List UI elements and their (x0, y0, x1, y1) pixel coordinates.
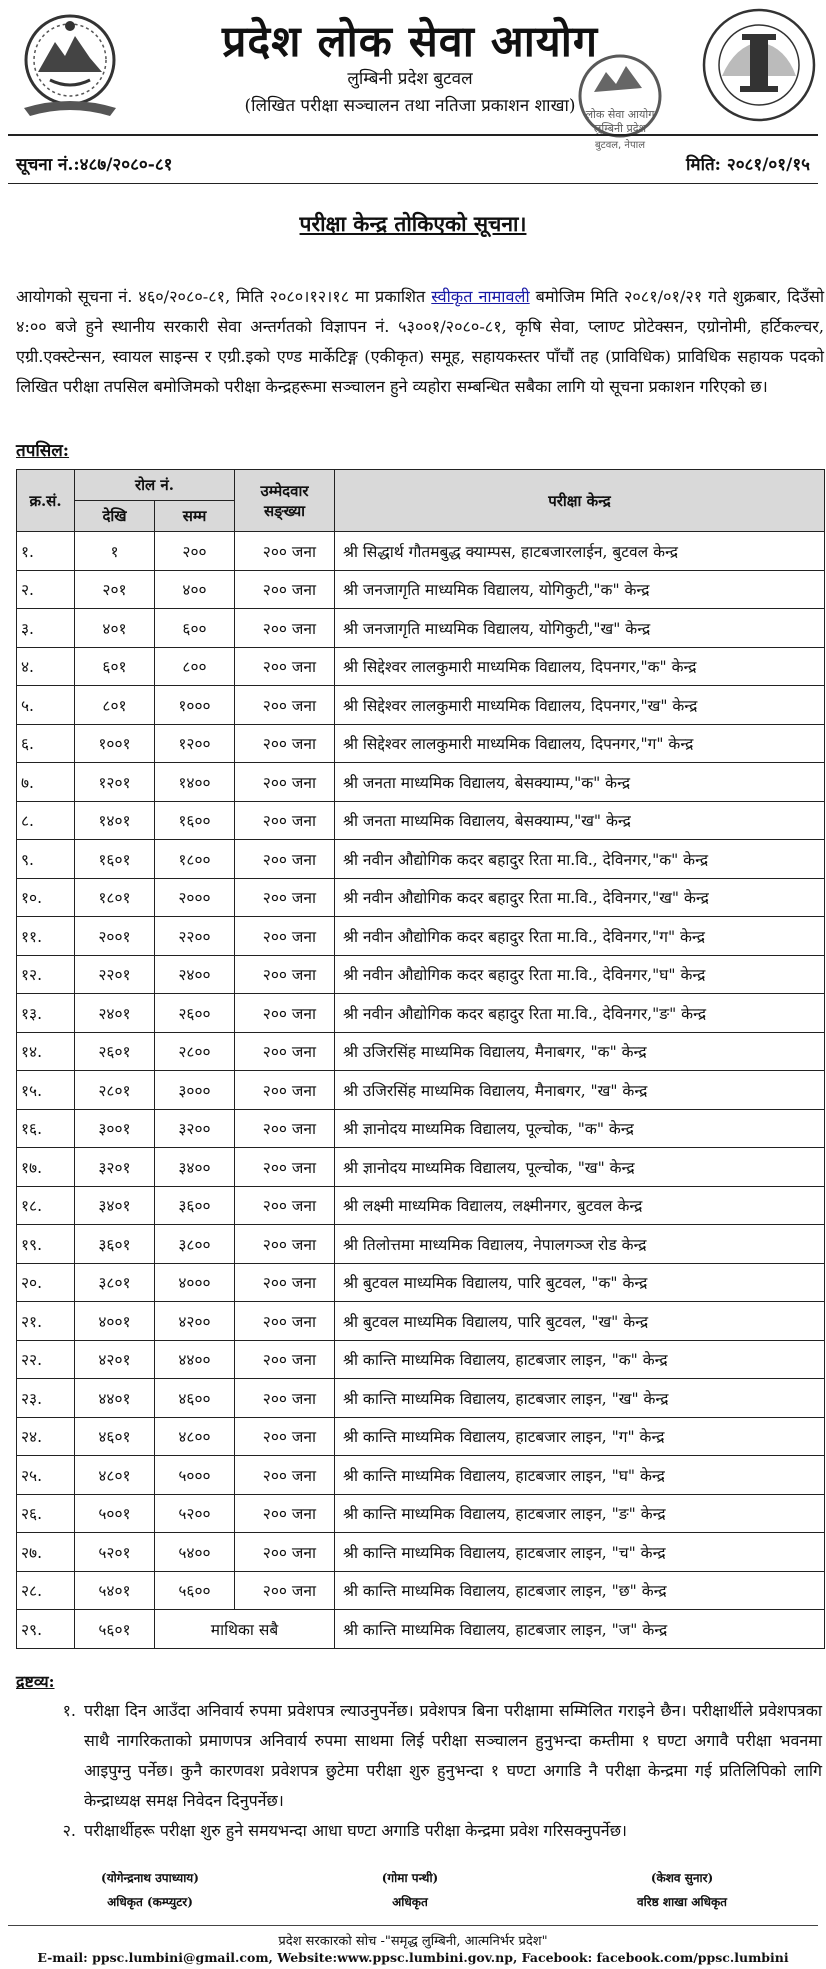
notice-number: सूचना नं.:४८७/२०८०-८१ (16, 155, 173, 175)
intro-text-1: आयोगको सूचना नं. ४६०/२०८०-८१, मिति २०८०।१२।१८ मा प्रकाशित (16, 287, 432, 306)
exam-center-cell: श्री उजिरसिंह माध्यमिक विद्यालय, मैनाबगर, "क" केन्द्र (335, 1032, 825, 1071)
roll-to-cell: २६०० (155, 994, 235, 1033)
exam-center-cell: श्री कान्ति माध्यमिक विद्यालय, हाटबजार लाइन, "घ" केन्द्र (335, 1456, 825, 1495)
roll-to-cell: ४२०० (155, 1302, 235, 1341)
serial-cell: ७. (17, 763, 75, 802)
exam-center-cell: श्री जनता माध्यमिक विद्यालय, बेसक्याम्प,"क" केन्द्र (335, 763, 825, 802)
candidate-count-cell: २०० जना (235, 1571, 335, 1610)
serial-cell: १०. (17, 878, 75, 917)
org-subtitle: लुम्बिनी प्रदेश बुटवल (347, 69, 473, 89)
roll-from-cell: ३४०१ (75, 1186, 155, 1225)
signatory-title: वरिष्ठ शाखा अधिकृत (636, 1895, 728, 1909)
col-header-center: परीक्षा केन्द्र (335, 470, 825, 532)
candidate-count-cell: २०० जना (235, 1417, 335, 1456)
table-row (17, 840, 825, 879)
table-row (17, 686, 825, 725)
roll-to-cell: ४६०० (155, 1379, 235, 1418)
notes-title: द्रष्टव्य: (16, 1672, 55, 1691)
seal-line-3: बुटवल, नेपाल (594, 140, 646, 151)
roll-to-cell: २००० (155, 878, 235, 917)
roll-to-cell: ५००० (155, 1456, 235, 1495)
roll-from-cell: ३६०१ (75, 1225, 155, 1264)
serial-cell: २४. (17, 1417, 75, 1456)
exam-center-cell: श्री कान्ति माध्यमिक विद्यालय, हाटबजार लाइन, "ज" केन्द्र (335, 1610, 825, 1649)
roll-from-cell: ४००१ (75, 1302, 155, 1341)
roll-from-cell: २२०१ (75, 955, 155, 994)
table-row (17, 1571, 825, 1610)
roll-from-cell: १००१ (75, 724, 155, 763)
roll-to-cell: ८०० (155, 647, 235, 686)
roll-to-cell: ४८०० (155, 1417, 235, 1456)
serial-cell: ६. (17, 724, 75, 763)
notice-divider (8, 183, 818, 184)
exam-center-cell: श्री कान्ति माध्यमिक विद्यालय, हाटबजार लाइन, "च" केन्द्र (335, 1533, 825, 1572)
serial-cell: १७. (17, 1148, 75, 1187)
exam-center-cell: श्री नवीन औद्योगिक कदर बहादुर रिता मा.वि., देविनगर,"ङ" केन्द्र (335, 994, 825, 1033)
roll-from-cell: १२०१ (75, 763, 155, 802)
table-row (17, 917, 825, 956)
roll-to-cell: १६०० (155, 801, 235, 840)
roll-from-cell: ४८०१ (75, 1456, 155, 1495)
table-row (17, 955, 825, 994)
exam-center-cell: श्री जनता माध्यमिक विद्यालय, बेसक्याम्प,"ख" केन्द्र (335, 801, 825, 840)
roll-from-cell: २८०१ (75, 1071, 155, 1110)
serial-cell: २५. (17, 1456, 75, 1495)
table-row (17, 1340, 825, 1379)
candidate-count-cell: २०० जना (235, 1302, 335, 1341)
roll-to-cell: ३६०० (155, 1186, 235, 1225)
table-row (17, 1302, 825, 1341)
serial-cell: २७. (17, 1533, 75, 1572)
exam-center-cell: श्री तिलोत्तमा माध्यमिक विद्यालय, नेपालगञ्ज रोड केन्द्र (335, 1225, 825, 1264)
serial-cell: २०. (17, 1263, 75, 1302)
serial-cell: १२. (17, 955, 75, 994)
serial-cell: ८. (17, 801, 75, 840)
candidate-count-cell: २०० जना (235, 1456, 335, 1495)
roll-to-cell: ५६०० (155, 1571, 235, 1610)
table-row (17, 1533, 825, 1572)
table-row (17, 1225, 825, 1264)
candidate-count-cell: २०० जना (235, 878, 335, 917)
serial-cell: ११. (17, 917, 75, 956)
candidate-count-cell: २०० जना (235, 532, 335, 571)
table-row (17, 570, 825, 609)
roll-to-cell: १४०० (155, 763, 235, 802)
roll-to-cell: ५२०० (155, 1494, 235, 1533)
table-row (17, 724, 825, 763)
table-row (17, 1494, 825, 1533)
footer-contact: E-mail: ppsc.lumbini@gmail.com, Website:www.ppsc.lumbini.gov.np, Facebook: facebook.com/ppsc.lumbini (37, 1950, 789, 1965)
roll-to-cell: २०० (155, 532, 235, 571)
serial-cell: १५. (17, 1071, 75, 1110)
candidate-count-cell: २०० जना (235, 1071, 335, 1110)
roll-to-cell: ४००० (155, 1263, 235, 1302)
footer-slogan: प्रदेश सरकारको सोच -"समृद्ध लुम्बिनी, आत्मनिर्भर प्रदेश" (278, 1934, 548, 1949)
serial-cell: २. (17, 570, 75, 609)
exam-center-cell: श्री जनजागृति माध्यमिक विद्यालय, योगिकुटी,"क" केन्द्र (335, 570, 825, 609)
exam-center-cell: श्री ज्ञानोदय माध्यमिक विद्यालय, पूल्चोक, "क" केन्द्र (335, 1109, 825, 1148)
roll-from-cell: ८०१ (75, 686, 155, 725)
note-text: परीक्षार्थीहरू परीक्षा शुरु हुने समयभन्दा आधा घण्टा अगाडि परीक्षा केन्द्रमा प्रवेश गरिसक्नुपर्नेछ। (84, 1821, 627, 1840)
candidate-count-cell: २०० जना (235, 1148, 335, 1187)
signature-block-1 (40, 1866, 260, 1914)
signatory-name: (योगेन्द्रनाथ उपाध्याय) (101, 1871, 199, 1885)
candidate-count-cell: २०० जना (235, 1109, 335, 1148)
intro-text-2: बमोजिम मिति २०८१/०१/२१ गते शुक्रबार, दिउँसो ४:०० बजे हुने स्थानीय सरकारी सेवा अन्तर्गतको विज्ञापन नं. ५३००१/२०८०-८१, कृषि सेवा, प्लाण्ट प्रोटेक्सन, एग्रोनोमी, हर्टिकल्चर, एग्री.एक्स्टेन्सन, स्वायल साइन्स र एग्री.इको एण्ड मार्केटिङ्ग (एकीकृत) समूह, सहायकस्तर पाँचौं तह (प्राविधिक) प्राविधिक सहायक पदको लिखित परीक्षा तपसिल बमोजिमको परीक्षा केन्द्रहरूमा सञ्चालन हुने व्यहोरा सम्बन्धित सबैका लागि यो सूचना प्रकाशन गरिएको छ। (16, 287, 825, 396)
table-row (17, 1032, 825, 1071)
roll-to-cell: ६०० (155, 609, 235, 648)
roll-from-cell: ६०१ (75, 647, 155, 686)
col-header-to: सम्म (155, 501, 235, 532)
col-header-from: देखि (75, 501, 155, 532)
candidate-count-cell: २०० जना (235, 1494, 335, 1533)
table-row (17, 1417, 825, 1456)
exam-center-cell: श्री बुटवल माध्यमिक विद्यालय, पारि बुटवल, "क" केन्द्र (335, 1263, 825, 1302)
roll-to-cell: १८०० (155, 840, 235, 879)
table-row (17, 994, 825, 1033)
roll-from-cell: १६०१ (75, 840, 155, 879)
schedule-label: तपसिल: (16, 441, 70, 461)
exam-center-cell: श्री कान्ति माध्यमिक विद्यालय, हाटबजार लाइन, "क" केन्द्र (335, 1340, 825, 1379)
roll-from-cell: १८०१ (75, 878, 155, 917)
roll-from-cell: ५२०१ (75, 1533, 155, 1572)
serial-cell: ५. (17, 686, 75, 725)
candidate-count-cell: २०० जना (235, 955, 335, 994)
table-row (17, 1186, 825, 1225)
candidate-count-cell: २०० जना (235, 570, 335, 609)
roll-from-cell: ४२०१ (75, 1340, 155, 1379)
serial-cell: २६. (17, 1494, 75, 1533)
serial-cell: २८. (17, 1571, 75, 1610)
exam-center-cell: श्री कान्ति माध्यमिक विद्यालय, हाटबजार लाइन, "ग" केन्द्र (335, 1417, 825, 1456)
table-row (17, 1071, 825, 1110)
note-item (36, 1696, 822, 1816)
candidate-count-cell: २०० जना (235, 917, 335, 956)
col-header-sn: क्र.सं. (17, 470, 75, 532)
candidate-count-cell: २०० जना (235, 724, 335, 763)
letterhead (0, 0, 826, 151)
table-row (17, 1148, 825, 1187)
roll-from-cell: १ (75, 532, 155, 571)
seal-line-2: लुम्बिनी प्रदेश (593, 122, 647, 135)
footer-divider (8, 1925, 818, 1926)
exam-center-cell: श्री लक्ष्मी माध्यमिक विद्यालय, लक्ष्मीनगर, बुटवल केन्द्र (335, 1186, 825, 1225)
roll-from-cell: २४०१ (75, 994, 155, 1033)
serial-cell: ९. (17, 840, 75, 879)
header-divider (8, 134, 818, 136)
exam-center-cell: श्री कान्ति माध्यमिक विद्यालय, हाटबजार लाइन, "ख" केन्द्र (335, 1379, 825, 1418)
org-branch: (लिखित परीक्षा सञ्चालन तथा नतिजा प्रकाशन शाखा) (244, 96, 576, 116)
serial-cell: १८. (17, 1186, 75, 1225)
candidate-count-cell: २०० जना (235, 1263, 335, 1302)
notes-list (36, 1696, 822, 1846)
exam-center-cell: श्री सिद्देश्वर लालकुमारी माध्यमिक विद्यालय, दिपनगर,"ग" केन्द्र (335, 724, 825, 763)
serial-cell: २१. (17, 1302, 75, 1341)
candidate-count-cell: २०० जना (235, 1225, 335, 1264)
org-title: प्रदेश लोक सेवा आयोग (221, 17, 599, 67)
roll-from-cell: ४४०१ (75, 1379, 155, 1418)
exam-center-cell: श्री नवीन औद्योगिक कदर बहादुर रिता मा.वि., देविनगर,"ख" केन्द्र (335, 878, 825, 917)
roll-to-cell: २२०० (155, 917, 235, 956)
roll-to-cell: २८०० (155, 1032, 235, 1071)
serial-cell: ३. (17, 609, 75, 648)
seal-line-1: लोक सेवा आयोग (585, 108, 655, 121)
col-header-roll: रोल नं. (75, 470, 235, 501)
exam-center-cell: श्री नवीन औद्योगिक कदर बहादुर रिता मा.वि., देविनगर,"क" केन्द्र (335, 840, 825, 879)
commission-logo-icon (700, 6, 818, 124)
table-row (17, 1456, 825, 1495)
exam-center-cell: श्री सिद्देश्वर लालकुमारी माध्यमिक विद्यालय, दिपनगर,"क" केन्द्र (335, 647, 825, 686)
table-row (17, 647, 825, 686)
serial-cell: २९. (17, 1610, 75, 1649)
candidate-count-cell: २०० जना (235, 763, 335, 802)
signature-block-3 (572, 1866, 792, 1914)
serial-cell: १९. (17, 1225, 75, 1264)
exam-center-cell: श्री नवीन औद्योगिक कदर बहादुर रिता मा.वि., देविनगर,"घ" केन्द्र (335, 955, 825, 994)
roll-to-cell: १००० (155, 686, 235, 725)
roll-from-cell: ४०१ (75, 609, 155, 648)
serial-cell: १. (17, 532, 75, 571)
serial-cell: १६. (17, 1109, 75, 1148)
roll-range-span-cell: माथिका सबै (155, 1610, 335, 1649)
exam-center-cell: श्री ज्ञानोदय माध्यमिक विद्यालय, पूल्चोक, "ख" केन्द्र (335, 1148, 825, 1187)
roll-to-cell: १२०० (155, 724, 235, 763)
serial-cell: १४. (17, 1032, 75, 1071)
roll-from-cell: ३२०१ (75, 1148, 155, 1187)
candidate-count-cell: २०० जना (235, 840, 335, 879)
candidate-count-cell: २०० जना (235, 609, 335, 648)
roll-to-cell: ३४०० (155, 1148, 235, 1187)
table-row (17, 1610, 825, 1649)
exam-center-cell: श्री सिद्देश्वर लालकुमारी माध्यमिक विद्यालय, दिपनगर,"ख" केन्द्र (335, 686, 825, 725)
roll-to-cell: ३२०० (155, 1109, 235, 1148)
candidate-count-cell: २०० जना (235, 1186, 335, 1225)
serial-cell: ४. (17, 647, 75, 686)
intro-paragraph (16, 282, 824, 402)
candidate-count-cell: २०० जना (235, 994, 335, 1033)
serial-cell: १३. (17, 994, 75, 1033)
roll-from-cell: ५६०१ (75, 1610, 155, 1649)
document-title (0, 210, 826, 238)
table-row (17, 1109, 825, 1148)
document-title-text: परीक्षा केन्द्र तोकिएको सूचना। (299, 211, 527, 236)
table-row (17, 763, 825, 802)
roll-from-cell: ५००१ (75, 1494, 155, 1533)
roll-from-cell: २६०१ (75, 1032, 155, 1071)
exam-center-cell: श्री कान्ति माध्यमिक विद्यालय, हाटबजार लाइन, "ङ" केन्द्र (335, 1494, 825, 1533)
roll-to-cell: ३००० (155, 1071, 235, 1110)
exam-center-cell: श्री सिद्धार्थ गौतमबुद्ध क्याम्पस, हाटबजारलाईन, बुटवल केन्द्र (335, 532, 825, 571)
note-number: १. (62, 1701, 76, 1720)
candidate-count-cell: २०० जना (235, 647, 335, 686)
roll-from-cell: २००१ (75, 917, 155, 956)
approved-list-link[interactable]: स्वीकृत नामावली (431, 287, 530, 306)
note-number: २. (62, 1821, 76, 1840)
exam-center-cell: श्री उजिरसिंह माध्यमिक विद्यालय, मैनाबगर, "ख" केन्द्र (335, 1071, 825, 1110)
signature-block-2 (300, 1866, 520, 1914)
roll-to-cell: २४०० (155, 955, 235, 994)
candidate-count-cell: २०० जना (235, 1379, 335, 1418)
nepal-emblem-icon (10, 12, 130, 120)
exam-center-table (16, 469, 825, 1649)
table-row (17, 801, 825, 840)
serial-cell: २३. (17, 1379, 75, 1418)
candidate-count-cell: २०० जना (235, 801, 335, 840)
roll-from-cell: ३००१ (75, 1109, 155, 1148)
exam-center-cell: श्री बुटवल माध्यमिक विद्यालय, पारि बुटवल, "ख" केन्द्र (335, 1302, 825, 1341)
roll-from-cell: २०१ (75, 570, 155, 609)
roll-from-cell: १४०१ (75, 801, 155, 840)
roll-to-cell: ५४०० (155, 1533, 235, 1572)
table-row (17, 609, 825, 648)
signatory-title: अधिकृत (कम्प्युटर) (107, 1895, 193, 1909)
exam-center-cell: श्री कान्ति माध्यमिक विद्यालय, हाटबजार लाइन, "छ" केन्द्र (335, 1571, 825, 1610)
serial-cell: २२. (17, 1340, 75, 1379)
exam-center-cell: श्री नवीन औद्योगिक कदर बहादुर रिता मा.वि., देविनगर,"ग" केन्द्र (335, 917, 825, 956)
candidate-count-cell: २०० जना (235, 1032, 335, 1071)
table-row (17, 878, 825, 917)
candidate-count-cell: २०० जना (235, 1340, 335, 1379)
candidate-count-cell: २०० जना (235, 686, 335, 725)
roll-to-cell: ४०० (155, 570, 235, 609)
signatory-name: (केशव सुनार) (650, 1871, 714, 1885)
roll-from-cell: ४६०१ (75, 1417, 155, 1456)
signatory-title: अधिकृत (392, 1895, 428, 1909)
note-item (36, 1816, 822, 1846)
table-row (17, 1379, 825, 1418)
note-text: परीक्षा दिन आउँदा अनिवार्य रुपमा प्रवेशपत्र ल्याउनुपर्नेछ। प्रवेशपत्र बिना परीक्षामा सम्मिलित गराइने छैन। परीक्षार्थीले प्रवेशपत्रका साथै नागरिकताको प्रमाणपत्र अनिवार्य रुपमा साथमा लिई परीक्षा सञ्चालन हुनुभन्दा कम्तीमा १ घण्टा अगावै परीक्षा भवनमा आइपुग्नु पर्नेछ। कुनै कारणवश प्रवेशपत्र छुटेमा परीक्षा शुरु हुनुभन्दा १ घण्टा अगाडि नै परीक्षा केन्द्रमा गई प्रतिलिपिको लागि केन्द्राध्यक्ष समक्ष निवेदन दिनुपर्नेछ। (84, 1701, 822, 1810)
signatory-name: (गोमा पन्थी) (381, 1871, 439, 1885)
candidate-count-cell: २०० जना (235, 1533, 335, 1572)
col-header-count: उम्मेदवार सङ्ख्या (235, 470, 335, 532)
notice-date: मिति: २०८१/०१/१५ (686, 155, 810, 175)
roll-from-cell: ३८०१ (75, 1263, 155, 1302)
office-seal-stamp (572, 48, 668, 156)
table-row (17, 532, 825, 571)
table-row (17, 1263, 825, 1302)
roll-to-cell: ३८०० (155, 1225, 235, 1264)
roll-to-cell: ४४०० (155, 1340, 235, 1379)
roll-from-cell: ५४०१ (75, 1571, 155, 1610)
exam-center-cell: श्री जनजागृति माध्यमिक विद्यालय, योगिकुटी,"ख" केन्द्र (335, 609, 825, 648)
